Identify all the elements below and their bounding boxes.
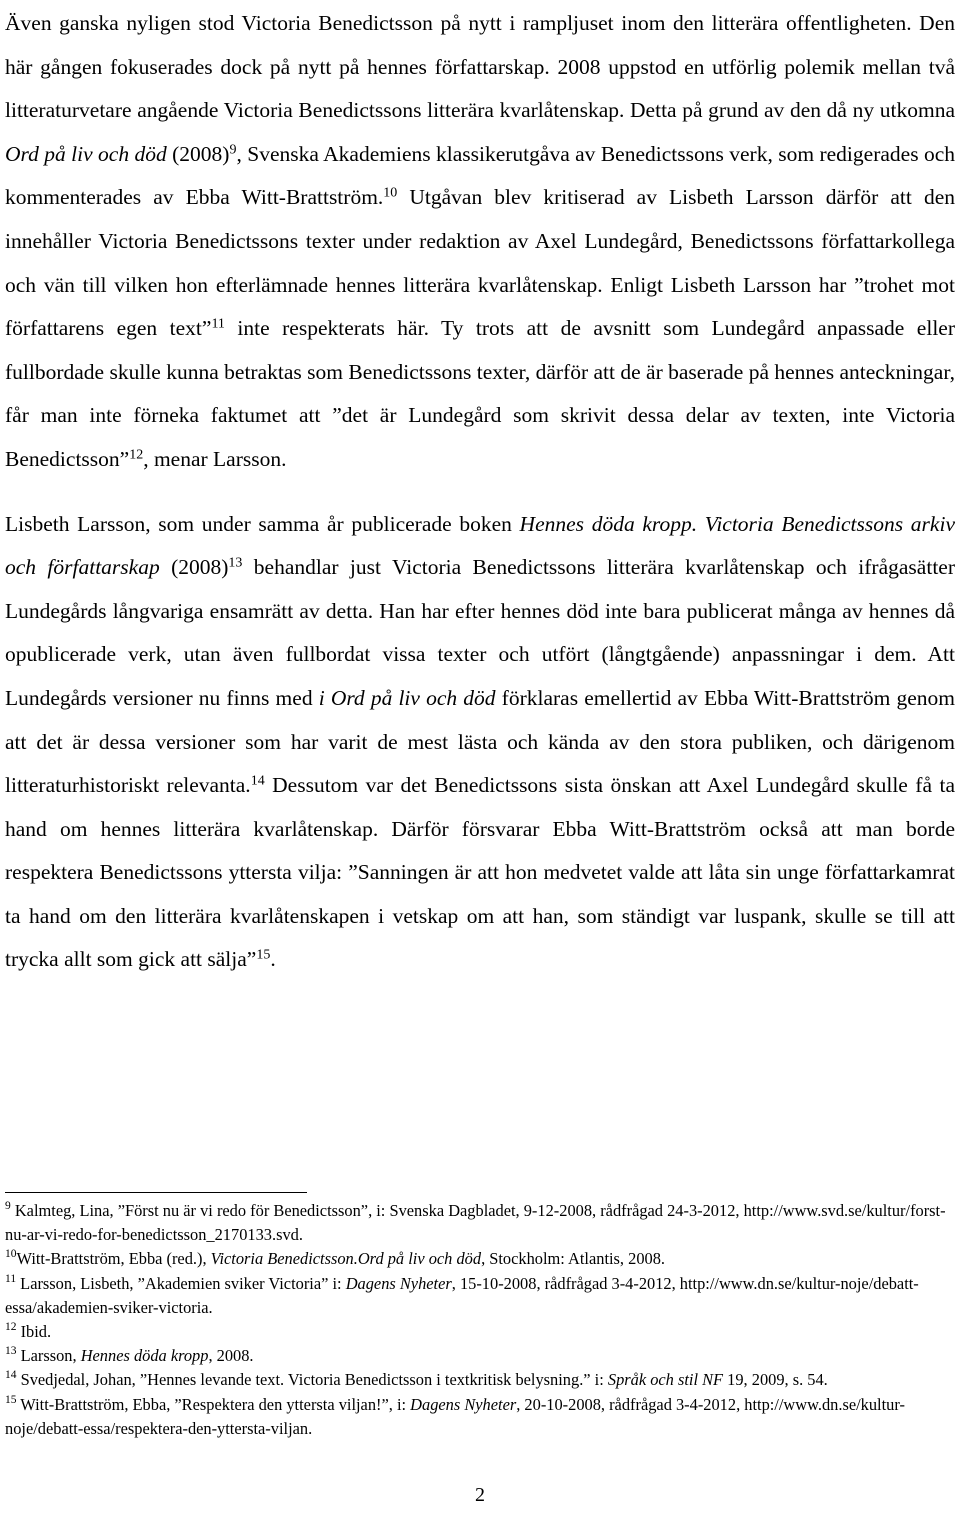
footnote-ref-14[interactable]: 14 [250, 773, 265, 789]
footnote-number: 14 [5, 1369, 17, 1382]
footnote-text: Svedjedal, Johan, ”Hennes levande text. Victoria Benedictsson i textkritisk belysning.” i: [16, 1370, 608, 1390]
footnote-title: Språk och stil NF [607, 1370, 724, 1390]
book-title-ord-pa-liv-och-dod: i Ord på liv och död [318, 685, 496, 710]
footnotes [5, 1199, 955, 1441]
footnote-separator [5, 1192, 307, 1193]
footnote-text: , 15-10-2008, rådfrågad 3-4-2012, http://www.dn.se/kultur-noje/debatt-essa/akademien-sviker-victoria. [5, 1273, 919, 1317]
footnote-15 [5, 1393, 955, 1441]
footnote-ref-13[interactable]: 13 [228, 555, 243, 571]
footnote-number: 13 [5, 1345, 17, 1358]
footnote-text: Witt-Brattström, Ebba, ”Respektera den yttersta viljan!”, i: [16, 1394, 411, 1414]
footnote-number: 12 [5, 1321, 17, 1334]
footnote-ref-10[interactable]: 10 [383, 185, 398, 201]
footnote-14 [5, 1368, 955, 1392]
footnote-9 [5, 1199, 955, 1247]
text-run: Utgåvan blev kritiserad av Lisbeth Larsson därför att den innehåller Victoria Benedictssons texter under redaktion av Axel Lundegård, Benedictssons författarkollega och vän till vilken hon efterlämnade hennes litterära kvarlåtenskap. Enligt Lisbeth Larsson har ”trohet mot författarens egen text” [5, 185, 955, 341]
footnote-number: 9 [5, 1200, 11, 1213]
footnote-11 [5, 1272, 955, 1320]
text-run: förklaras emellertid av Ebba Witt-Brattström genom att det är dessa versioner som har varit de mest lästa och kända av den stora publiken, och därigenom litteraturhistoriskt relevanta. [5, 685, 955, 798]
footnote-text: Larsson, Lisbeth, ”Akademien sviker Victoria” i: [16, 1273, 346, 1293]
footnote-12 [5, 1320, 955, 1344]
document-page [5, 0, 955, 982]
text-run: . [270, 947, 276, 972]
text-run: Lisbeth Larsson, som under samma år publicerade boken [5, 511, 520, 536]
footnote-number: 15 [5, 1393, 17, 1406]
footnote-title: Victoria Benedictsson.Ord på liv och död [210, 1249, 482, 1269]
text-run: (2008) [159, 555, 229, 580]
text-run: , menar Larsson. [143, 446, 287, 471]
text-run: (2008) [166, 141, 230, 166]
footnote-title: Hennes döda kropp [80, 1346, 209, 1366]
footnote-text: , Stockholm: Atlantis, 2008. [481, 1249, 666, 1269]
footnote-title: Dagens Nyheter [345, 1273, 452, 1293]
page-number: 2 [475, 1484, 485, 1506]
footnote-text: 19, 2009, s. 54. [723, 1370, 828, 1390]
footnote-ref-11[interactable]: 11 [211, 316, 225, 332]
book-title-hennes-doda-kropp: Hennes döda kropp. Victoria Benedictssons arkiv och författarskap [5, 511, 955, 580]
body-paragraph-1 [5, 0, 955, 482]
text-run: inte respekterats här. Ty trots att de avsnitt som Lundegård anpassade eller fullbordade skulle kunna betraktas som Benedictssons texter, därför att de är baserade på hennes anteckningar, får man inte förneka faktumet att ”det är Lundegård som skrivit dessa delar av texten, inte Victoria Benedictsson” [5, 316, 955, 471]
footnote-13 [5, 1344, 955, 1368]
book-title-ord-pa-liv-och-dod: Ord på liv och död [5, 141, 167, 166]
footnote-number: 10 [5, 1248, 17, 1261]
footnote-ref-15[interactable]: 15 [256, 947, 271, 963]
text-run: behandlar just Victoria Benedictssons litterära kvarlåtenskap och ifrågasätter Lundegårds långvariga ensamrätt av detta. Han har efter hennes död inte bara publicerat många av hennes då opublicerade verk, utan även fullbordat vissa texter och utfört (långtgående) anpassningar i dem. Att Lundegårds versioner nu finns med [5, 555, 955, 710]
footnote-text: , 2008. [208, 1346, 254, 1366]
body-paragraph-2 [5, 503, 955, 983]
footnote-text: Kalmteg, Lina, ”Först nu är vi redo för Benedictsson”, i: Svenska Dagbladet, 9-12-2008, rådfrågad 24-3-2012, http://www.svd.se/kultur/forst-nu-ar-vi-redo-for-benedictsson_2170133.svd. [5, 1201, 946, 1245]
footnote-text: Larsson, [16, 1346, 81, 1366]
text-run: , Svenska Akademiens klassikerutgåva av Benedictssons verk, som redigerades och kommenterades av Ebba Witt-Brattström. [5, 141, 956, 210]
footnote-text: , 20-10-2008, rådfrågad 3-4-2012, http://www.dn.se/kultur-noje/debatt-essa/respektera-den-yttersta-viljan. [5, 1394, 905, 1438]
text-run: Dessutom var det Benedictssons sista önskan att Axel Lundegård skulle få ta hand om hennes litterära kvarlåtenskap. Därför försvarar Ebba Witt-Brattström också att man borde respektera Benedictssons yttersta vilja: ”Sanningen är att hon medvetet valde att låta sin unge författarkamrat ta hand om den litterära kvarlåtenskapen i vetskap om att han, som ständigt var luspank, skulle se till att trycka allt som gick att sälja” [5, 773, 955, 972]
footnote-title: Dagens Nyheter [410, 1394, 517, 1414]
text-run: Även ganska nyligen stod Victoria Benedictsson på nytt i rampljuset inom den litterära offentligheten. Den här gången fokuserades dock på nytt på hennes författarskap. 2008 uppstod en utförlig polemik mellan två litteraturvetare angående Victoria Benedictssons litterära kvarlåtenskap. Detta på grund av den då ny utkomna [5, 11, 955, 123]
footnote-10 [5, 1247, 955, 1271]
footnote-ref-12[interactable]: 12 [129, 447, 144, 463]
footnote-text: Ibid. [16, 1322, 52, 1342]
footnote-text: Witt-Brattström, Ebba (red.), [16, 1249, 211, 1269]
footnote-ref-9[interactable]: 9 [229, 142, 237, 158]
footnote-number: 11 [5, 1272, 17, 1285]
